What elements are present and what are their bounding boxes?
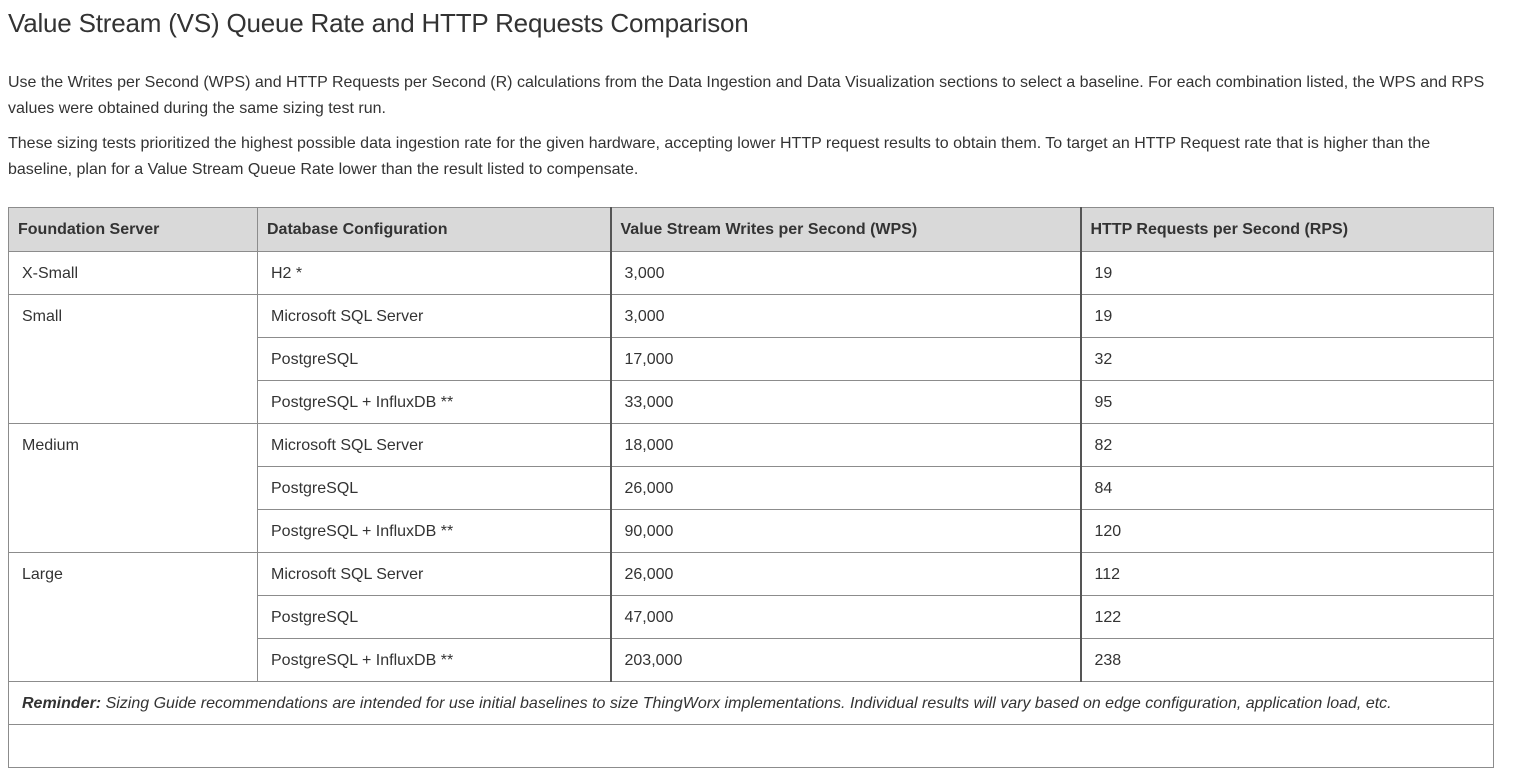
wps-cell: 18,000: [611, 424, 1081, 467]
reminder-note: [9, 682, 1494, 725]
database-config-cell: PostgreSQL: [258, 467, 611, 510]
database-config-cell: Microsoft SQL Server: [258, 553, 611, 596]
wps-cell: 90,000: [611, 510, 1081, 553]
wps-cell: 26,000: [611, 467, 1081, 510]
wps-cell: 26,000: [611, 553, 1081, 596]
database-config-cell: Microsoft SQL Server: [258, 295, 611, 338]
sizing-comparison-table: [8, 207, 1494, 768]
table-row: [9, 252, 1494, 295]
database-config-cell: H2 *: [258, 252, 611, 295]
rps-cell: 32: [1081, 338, 1494, 381]
intro-paragraph: Use the Writes per Second (WPS) and HTTP Requests per Second (R) calculations from the Data Ingestion and Data Visualization sections to select a baseline. For each combination listed, the WPS and RPS values were obtained during the same sizing test run.: [8, 74, 1485, 117]
wps-cell: 3,000: [611, 252, 1081, 295]
database-config-cell: PostgreSQL: [258, 338, 611, 381]
rps-cell: 120: [1081, 510, 1494, 553]
header-foundation-server: Foundation Server: [9, 208, 258, 252]
wps-cell: 17,000: [611, 338, 1081, 381]
wps-cell: 47,000: [611, 596, 1081, 639]
reminder-row: [9, 682, 1494, 725]
foundation-server-cell: Small: [9, 295, 258, 424]
reminder-text: Sizing Guide recommendations are intended for use initial baselines to size ThingWorx implementations. Individual results will vary based on edge configuration, application load, etc.: [101, 695, 1392, 712]
rps-cell: 19: [1081, 295, 1494, 338]
rps-cell: 122: [1081, 596, 1494, 639]
rps-cell: 84: [1081, 467, 1494, 510]
rps-cell: 238: [1081, 639, 1494, 682]
foundation-server-cell: X-Small: [9, 252, 258, 295]
wps-cell: 203,000: [611, 639, 1081, 682]
database-config-cell: PostgreSQL + InfluxDB **: [258, 510, 611, 553]
header-rps: HTTP Requests per Second (RPS): [1081, 208, 1494, 252]
table-row: [9, 424, 1494, 467]
header-wps: Value Stream Writes per Second (WPS): [611, 208, 1081, 252]
database-config-cell: Microsoft SQL Server: [258, 424, 611, 467]
sizing-note-paragraph: These sizing tests prioritized the highest possible data ingestion rate for the given hardware, accepting lower HTTP request results to obtain them. To target an HTTP Request rate that is higher than the baseline, plan for a Value Stream Queue Rate lower than the result listed to compensate.: [8, 135, 1431, 178]
footnote-cell: [9, 725, 1494, 768]
rps-cell: 19: [1081, 252, 1494, 295]
rps-cell: 95: [1081, 381, 1494, 424]
header-database-configuration: Database Configuration: [258, 208, 611, 252]
database-config-cell: PostgreSQL + InfluxDB **: [258, 639, 611, 682]
page-title: Value Stream (VS) Queue Rate and HTTP Requests Comparison: [8, 8, 749, 38]
table-row: [9, 553, 1494, 596]
foundation-server-cell: Medium: [9, 424, 258, 553]
footnote-row: [9, 725, 1494, 768]
rps-cell: 112: [1081, 553, 1494, 596]
wps-cell: 33,000: [611, 381, 1081, 424]
rps-cell: 82: [1081, 424, 1494, 467]
database-config-cell: PostgreSQL + InfluxDB **: [258, 381, 611, 424]
foundation-server-cell: Large: [9, 553, 258, 682]
table-row: [9, 295, 1494, 338]
wps-cell: 3,000: [611, 295, 1081, 338]
reminder-label: Reminder:: [22, 695, 102, 712]
database-config-cell: PostgreSQL: [258, 596, 611, 639]
table-header-row: [9, 208, 1494, 252]
